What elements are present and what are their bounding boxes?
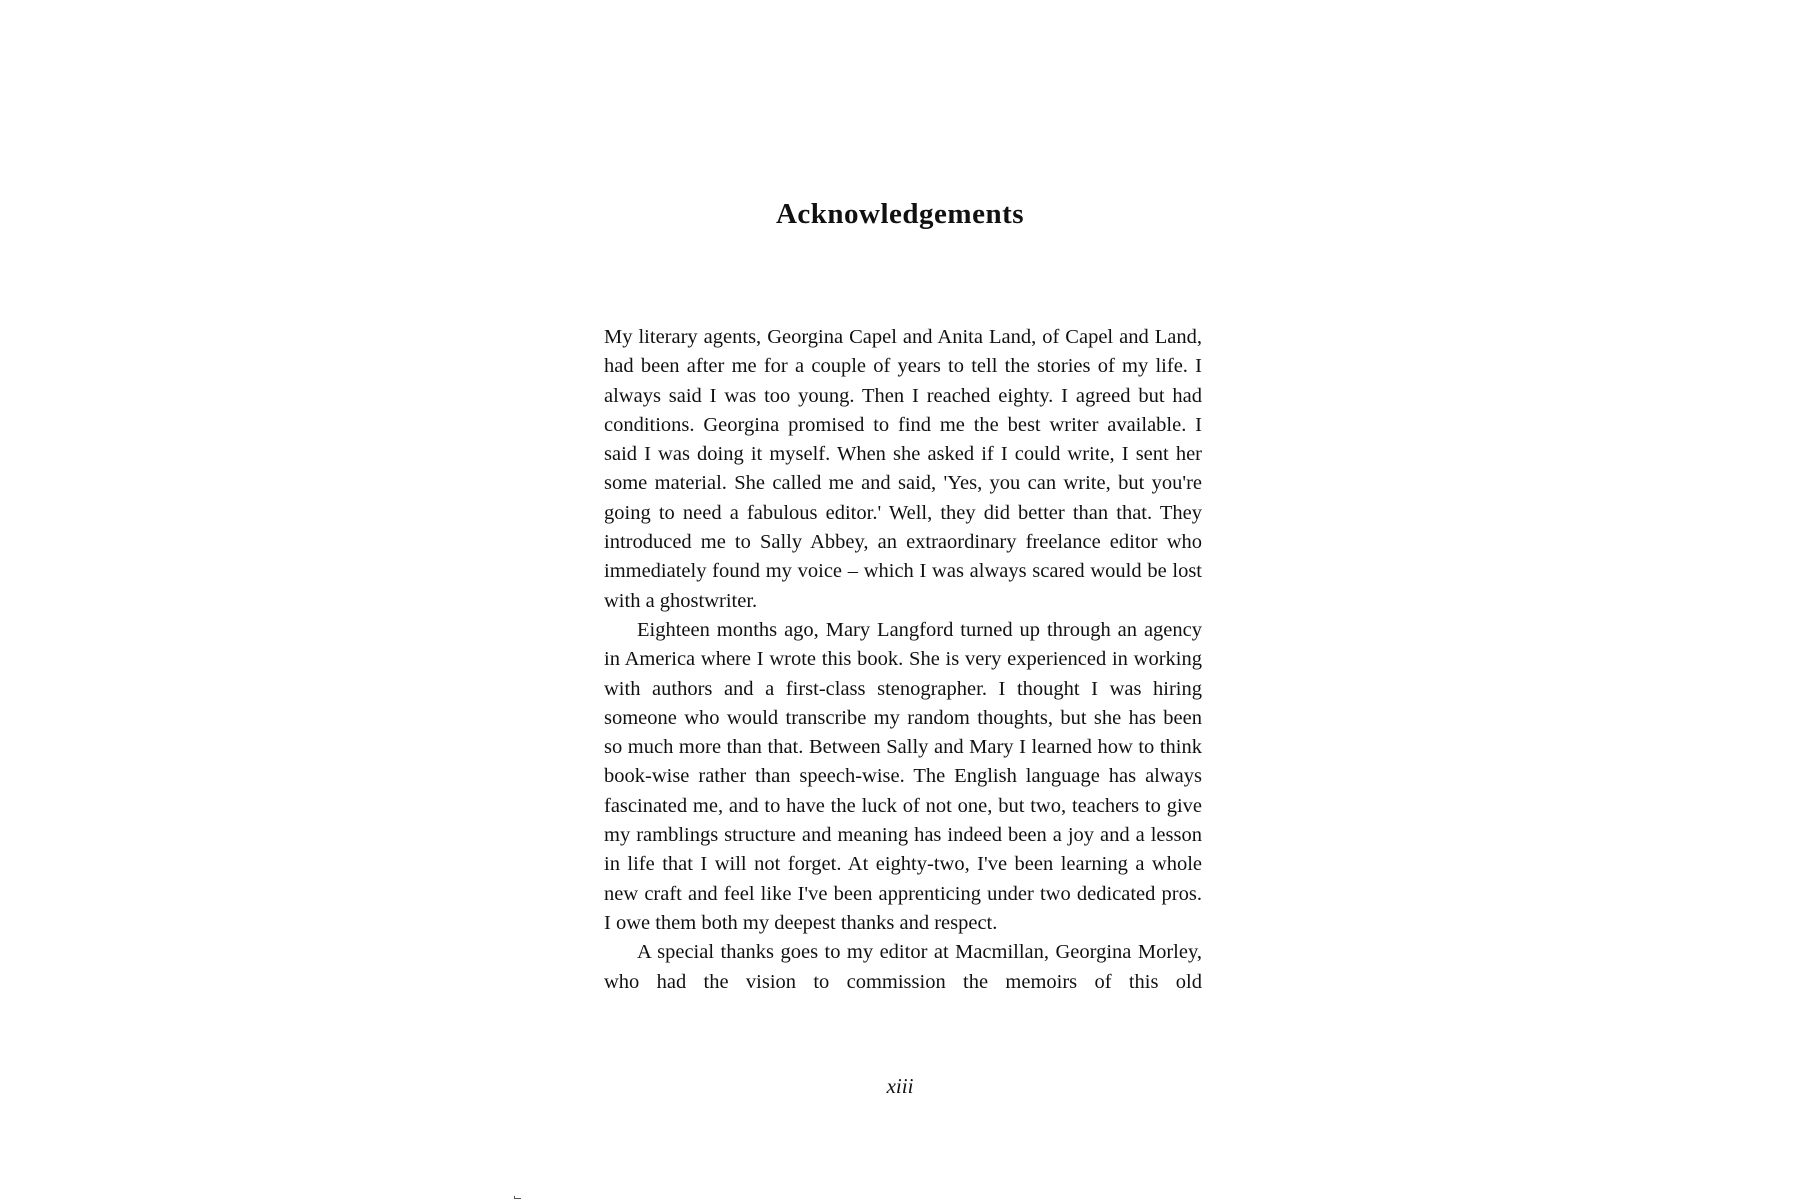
scan-corner-mark xyxy=(514,1196,521,1199)
page-title: Acknowledgements xyxy=(775,198,1025,230)
paragraph-1: My literary agents, Georgina Capel and Anita Land, of Capel and Land, had been after me for a couple of years to tell the stories of my life. I always said I was too young. Then I reached eighty. I agreed but had conditions. Georgina promised to find me the best writer available. I said I was doing it myself. When she asked if I could write, I sent her some material. She called me and said, 'Yes, you can write, but you're going to need a fabulous editor.' Well, they did better than that. They introduced me to Sally Abbey, an extraordinary freelance editor who immediately found my voice – which I was always scared would be lost with a ghostwriter. xyxy=(604,326,1202,612)
paragraph-3: A special thanks goes to my editor at Macmillan, Georgina Morley, who had the vision to commission the memoirs of this old xyxy=(604,941,1202,993)
body-text xyxy=(604,323,1202,997)
paragraph-2: Eighteen months ago, Mary Langford turned up through an agency in America where I wrote this book. She is very experienced in working with authors and a first-class stenographer. I thought I was hiring someone who would transcribe my random thoughts, but she has been so much more than that. Between Sally and Mary I learned how to think book-wise rather than speech-wise. The English language has always fascinated me, and to have the luck of not one, but two, teachers to give my ramblings structure and meaning has indeed been a joy and a lesson in life that I will not forget. At eighty-two, I've been learning a whole new craft and feel like I've been apprenticing under two dedicated pros. I owe them both my deepest thanks and respect. xyxy=(604,618,1202,934)
page-number: xiii xyxy=(886,1074,914,1098)
